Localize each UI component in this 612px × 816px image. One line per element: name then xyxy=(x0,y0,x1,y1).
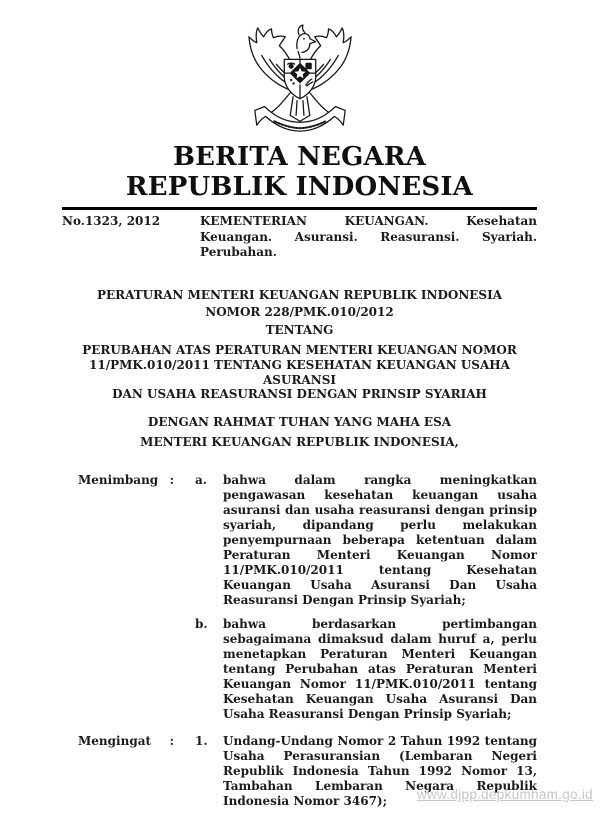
considerations-label xyxy=(78,473,174,488)
regulation-about-label: TENTANG xyxy=(265,322,334,337)
clause-marker: 1. xyxy=(195,734,208,749)
watermark-link[interactable]: www.djpp.depkumham.go.id xyxy=(416,787,593,802)
regulation-title-line: PERUBAHAN ATAS PERATURAN MENTERI KEUANGAN NOMOR xyxy=(82,343,517,357)
clause-marker: b. xyxy=(195,617,208,632)
considerations-label-text: Menimbang xyxy=(78,473,159,488)
document-page xyxy=(0,24,612,809)
clause-text: bahwa dalam rangka meningkatkan pengawasan kesehatan keuangan usaha asuransi dan usaha reasuransi dengan prinsip syariah, dipandang perlu melakukan penyempurnaan beberapa ketentuan dalam Peraturan Menteri Keuangan Nomor 11/PMK.010/2011 tentang Kesehatan Keuangan Usaha Asuransi Dan Usaha Reasuransi Dengan Prinsip Syariah; xyxy=(223,473,537,608)
regulation-heading-block xyxy=(62,287,537,452)
issue-row xyxy=(62,214,537,261)
regulation-heading: PERATURAN MENTERI KEUANGAN REPUBLIK INDONESIA xyxy=(96,287,503,302)
authority-line: MENTERI KEUANGAN REPUBLIK INDONESIA, xyxy=(140,434,459,449)
legal-basis-colon: : xyxy=(169,734,174,749)
masthead-divider xyxy=(62,207,537,210)
legal-basis-label xyxy=(78,734,174,749)
masthead-title-line2: REPUBLIK INDONESIA xyxy=(125,172,474,202)
clause-text: bahwa berdasarkan pertimbangan sebagaimana dimaksud dalam huruf a, perlu menetapkan Peraturan Menteri Keuangan tentang Perubahan atas Peraturan Menteri Keuangan Nomor 11/PMK.010/2011 tentang Kesehatan Keuangan Usaha Asuransi Dan Usaha Reasuransi Dengan Prinsip Syariah; xyxy=(223,617,537,722)
legal-basis-label-text: Mengingat xyxy=(78,734,152,749)
invocation-line: DENGAN RAHMAT TUHAN YANG MAHA ESA xyxy=(147,415,452,430)
clauses-section xyxy=(78,473,537,809)
clause-marker: a. xyxy=(195,473,207,488)
emblem-container xyxy=(62,24,537,136)
masthead-title-line1: BERITA NEGARA xyxy=(172,142,427,172)
regulation-title-line: DAN USAHA REASURANSI DENGAN PRINSIP SYARIAH xyxy=(112,387,487,402)
regulation-title-line: 11/PMK.010/2011 TENTANG KESEHATAN KEUANGAN USAHA ASURANSI xyxy=(89,357,510,387)
considerations-colon: : xyxy=(169,473,174,488)
clause-text: Undang-Undang Nomor 2 Tahun 1992 tentang Usaha Perasuransian (Lembaran Negeri Republik Indonesia Tahun 1992 Nomor 13, Tambahan Lembaran Negara Republik Indonesia Nomor 3467); xyxy=(223,734,537,809)
masthead-title xyxy=(62,142,537,202)
consideration-item-a xyxy=(78,473,537,608)
issue-subject: KEMENTERIAN KEUANGAN. Kesehatan Keuangan. Asuransi. Reasuransi. Syariah. Perubahan. xyxy=(200,214,537,259)
regulation-number: NOMOR 228/PMK.010/2012 xyxy=(205,305,394,319)
issue-number: No.1323, 2012 xyxy=(62,214,161,228)
consideration-item-b xyxy=(78,617,537,722)
regulation-title xyxy=(62,343,537,402)
garuda-pancasila-emblem xyxy=(241,24,359,136)
